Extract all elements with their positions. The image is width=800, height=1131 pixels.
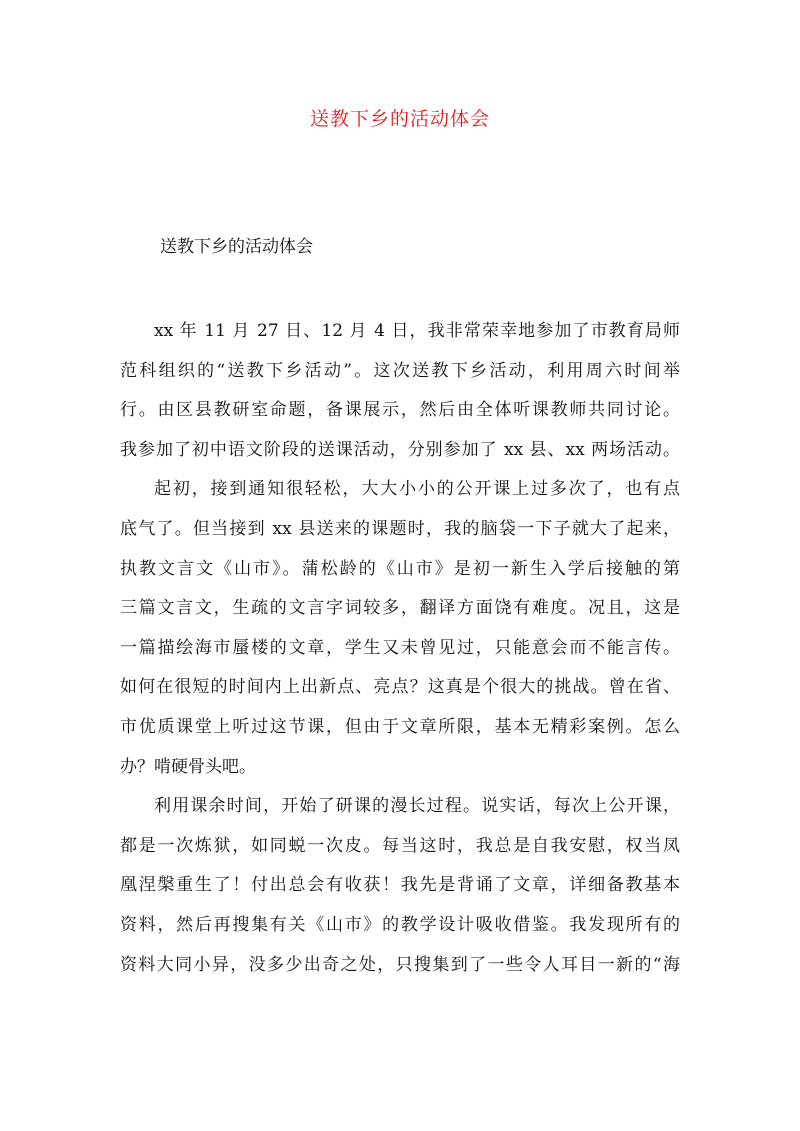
text-line: 范科组织的“送教下乡活动”。这次送教下乡活动，利用周六时间举 — [120, 360, 680, 381]
text-line: 三篇文言文，生疏的文言字词较多，翻译方面饶有难度。况且，这是 — [120, 598, 680, 619]
document-subtitle: 送教下乡的活动体会 — [160, 237, 313, 257]
text-line: 资料大同小异，没多少出奇之处，只搜集到了一些令人耳目一新的“海 — [120, 954, 680, 975]
paragraph-3 — [120, 787, 680, 985]
text-line: 一篇描绘海市蜃楼的文章，学生又未曾见过，只能意会而不能言传。 — [120, 637, 680, 658]
paragraph-1 — [120, 312, 680, 470]
text-line: xx 年 11 月 27 日、12 月 4 日，我非常荣幸地参加了市教育局师 — [154, 321, 680, 341]
text-line: 凰涅槃重生了！付出总会有收获！我先是背诵了文章，详细备教基本 — [120, 875, 680, 896]
text-line: 资料，然后再搜集有关《山市》的教学设计吸收借鉴。我发现所有的 — [120, 914, 680, 935]
text-line: 行。由区县教研室命题，备课展示，然后由全体听课教师共同讨论。 — [120, 400, 680, 421]
document-body — [120, 312, 680, 985]
text-line: 起初，接到通知很轻松，大大小小的公开课上过多次了，也有点 — [154, 479, 680, 500]
text-line: 都是一次炼狱，如同蜕一次皮。每当这时，我总是自我安慰，权当凤 — [120, 835, 680, 856]
text-line: 我参加了初中语文阶段的送课活动，分别参加了 xx 县、xx 两场活动。 — [120, 439, 680, 460]
paragraph-2 — [120, 470, 680, 787]
text-line: 执教文言文《山市》。蒲松龄的《山市》是初一新生入学后接触的第 — [120, 558, 680, 579]
text-line: 办？啃硬骨头吧。 — [120, 756, 256, 777]
text-line: 底气了。但当接到 xx 县送来的课题时，我的脑袋一下子就大了起来， — [120, 518, 680, 539]
text-line: 市优质课堂上听过这节课，但由于文章所限，基本无精彩案例。怎么 — [120, 716, 680, 737]
text-line: 利用课余时间，开始了研课的漫长过程。说实话，每次上公开课， — [154, 796, 680, 817]
page-title: 送教下乡的活动体会 — [309, 108, 490, 130]
text-line: 如何在很短的时间内上出新点、亮点？这真是个很大的挑战。曾在省、 — [120, 677, 680, 698]
